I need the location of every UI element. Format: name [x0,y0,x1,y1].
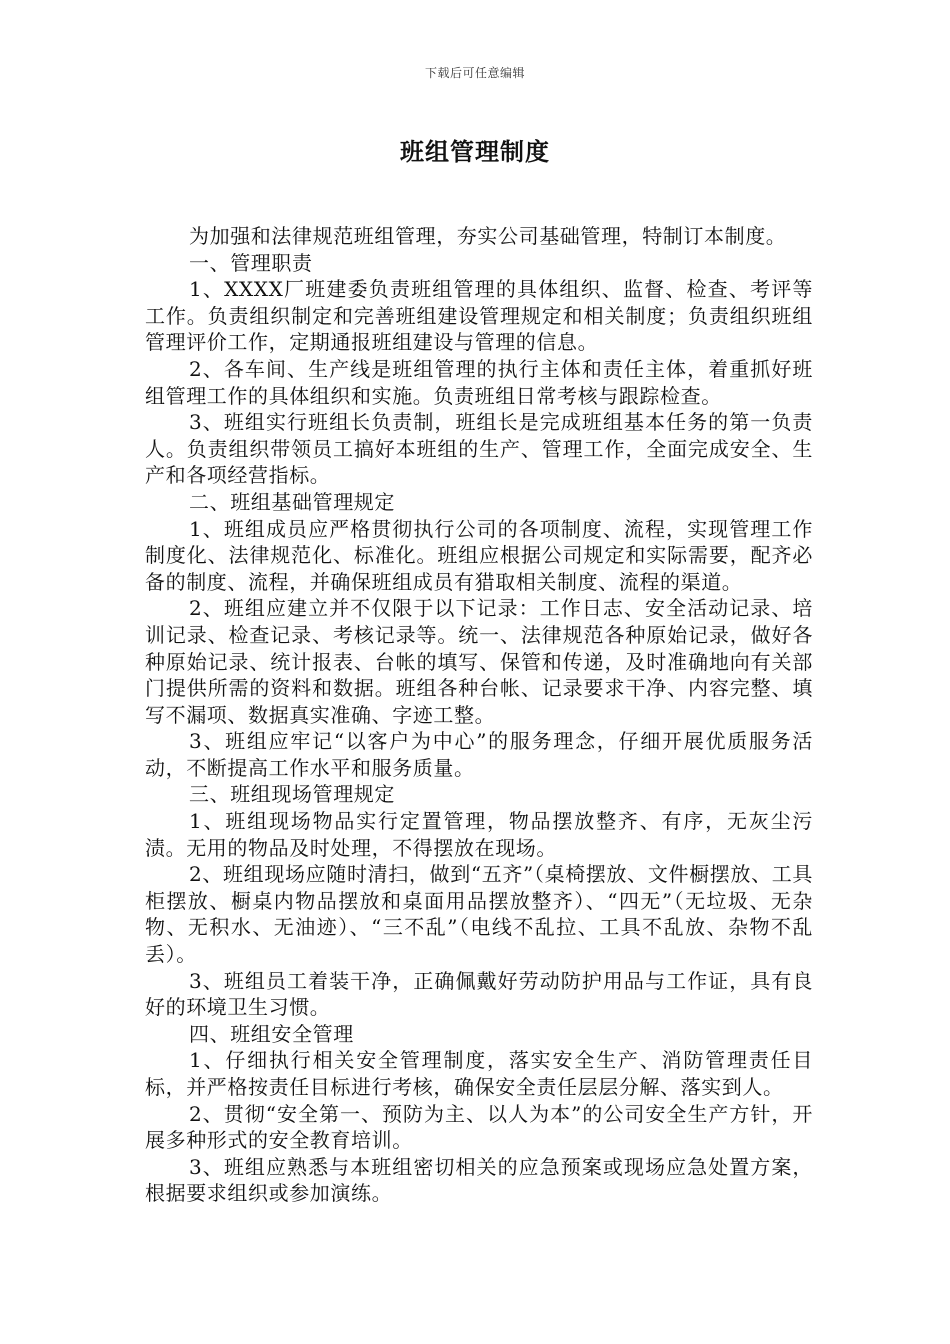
section-heading-3: 三、班组现场管理规定 [189,782,395,807]
section-heading-2: 二、班组基础管理规定 [189,489,395,514]
paragraph-2-3: 3、班组应牢记“以客户为中心”的服务理念，仔细开展优质服务活动，不断提高工作水平和服务质量。 [145,729,813,780]
paragraph-1-3: 3、班组实行班组长负责制，班组长是完成班组基本任务的第一负责人。负责组织带领员工搞好本班组的生产、管理工作，全面完成安全、生产和各项经营指标。 [145,410,813,488]
paragraph-2-1: 1、班组成员应严格贯彻执行公司的各项制度、流程，实现管理工作制度化、法律规范化、标准化。班组应根据公司规定和实际需要，配齐必备的制度、流程，并确保班组成员有猎取相关制度、流程的渠道。 [145,516,813,594]
paragraph-3-1: 1、班组现场物品实行定置管理，物品摆放整齐、有序，无灰尘污渍。无用的物品及时处理，不得摆放在现场。 [145,809,813,860]
paragraph-4-2: 2、贯彻“安全第一、预防为主、以人为本”的公司安全生产方针，开展多种形式的安全教育培训。 [145,1101,813,1153]
section-heading-1: 一、管理职责 [189,250,313,275]
paragraph-1-2: 2、各车间、生产线是班组管理的执行主体和责任主体，着重抓好班组管理工作的具体组织和实施。负责班组日常考核与跟踪检查。 [145,356,813,408]
paragraph-3-2: 2、班组现场应随时清扫，做到“五齐”（桌椅摆放、文件橱摆放、工具柜摆放、橱桌内物品摆放和桌面用品摆放整齐）、“四无”（无垃圾、无杂物、无积水、无油迹）、“三不乱”（电线不乱拉、工具不乱放、杂物不乱丢）。 [145,862,813,967]
page-title: 班组管理制度 [400,138,550,166]
section-heading-4: 四、班组安全管理 [189,1021,354,1046]
intro-paragraph: 为加强和法律规范班组管理，夯实公司基础管理，特制订本制度。 [189,224,787,248]
header-note: 下载后可任意编辑 [424,66,525,80]
paragraph-3-3: 3、班组员工着装干净，正确佩戴好劳动防护用品与工作证，具有良好的环境卫生习惯。 [145,968,813,1020]
paragraph-2-2: 2、班组应建立并不仅限于以下记录：工作日志、安全活动记录、培训记录、检查记录、考核记录等。统一、法律规范各种原始记录，做好各种原始记录、统计报表、台帐的填写、保管和传递，及时准确地向有关部门提供所需的资料和数据。班组各种台帐、记录要求干净、内容完整、填写不漏项、数据真实准确、字迹工整。 [145,596,813,727]
paragraph-4-3: 3、班组应熟悉与本班组密切相关的应急预案或现场应急处置方案，根据要求组织或参加演练。 [145,1154,813,1206]
paragraph-4-1: 1、仔细执行相关安全管理制度，落实安全生产、消防管理责任目标，并严格按责任目标进行考核，确保安全责任层层分解、落实到人。 [145,1048,813,1099]
document-body [145,223,813,1207]
paragraph-1-1: 1、XXXX厂班建委负责班组管理的具体组织、监督、检查、考评等工作。负责组织制定和完善班组建设管理规定和相关制度；负责组织班组管理评价工作，定期通报班组建设与管理的信息。 [145,277,813,355]
